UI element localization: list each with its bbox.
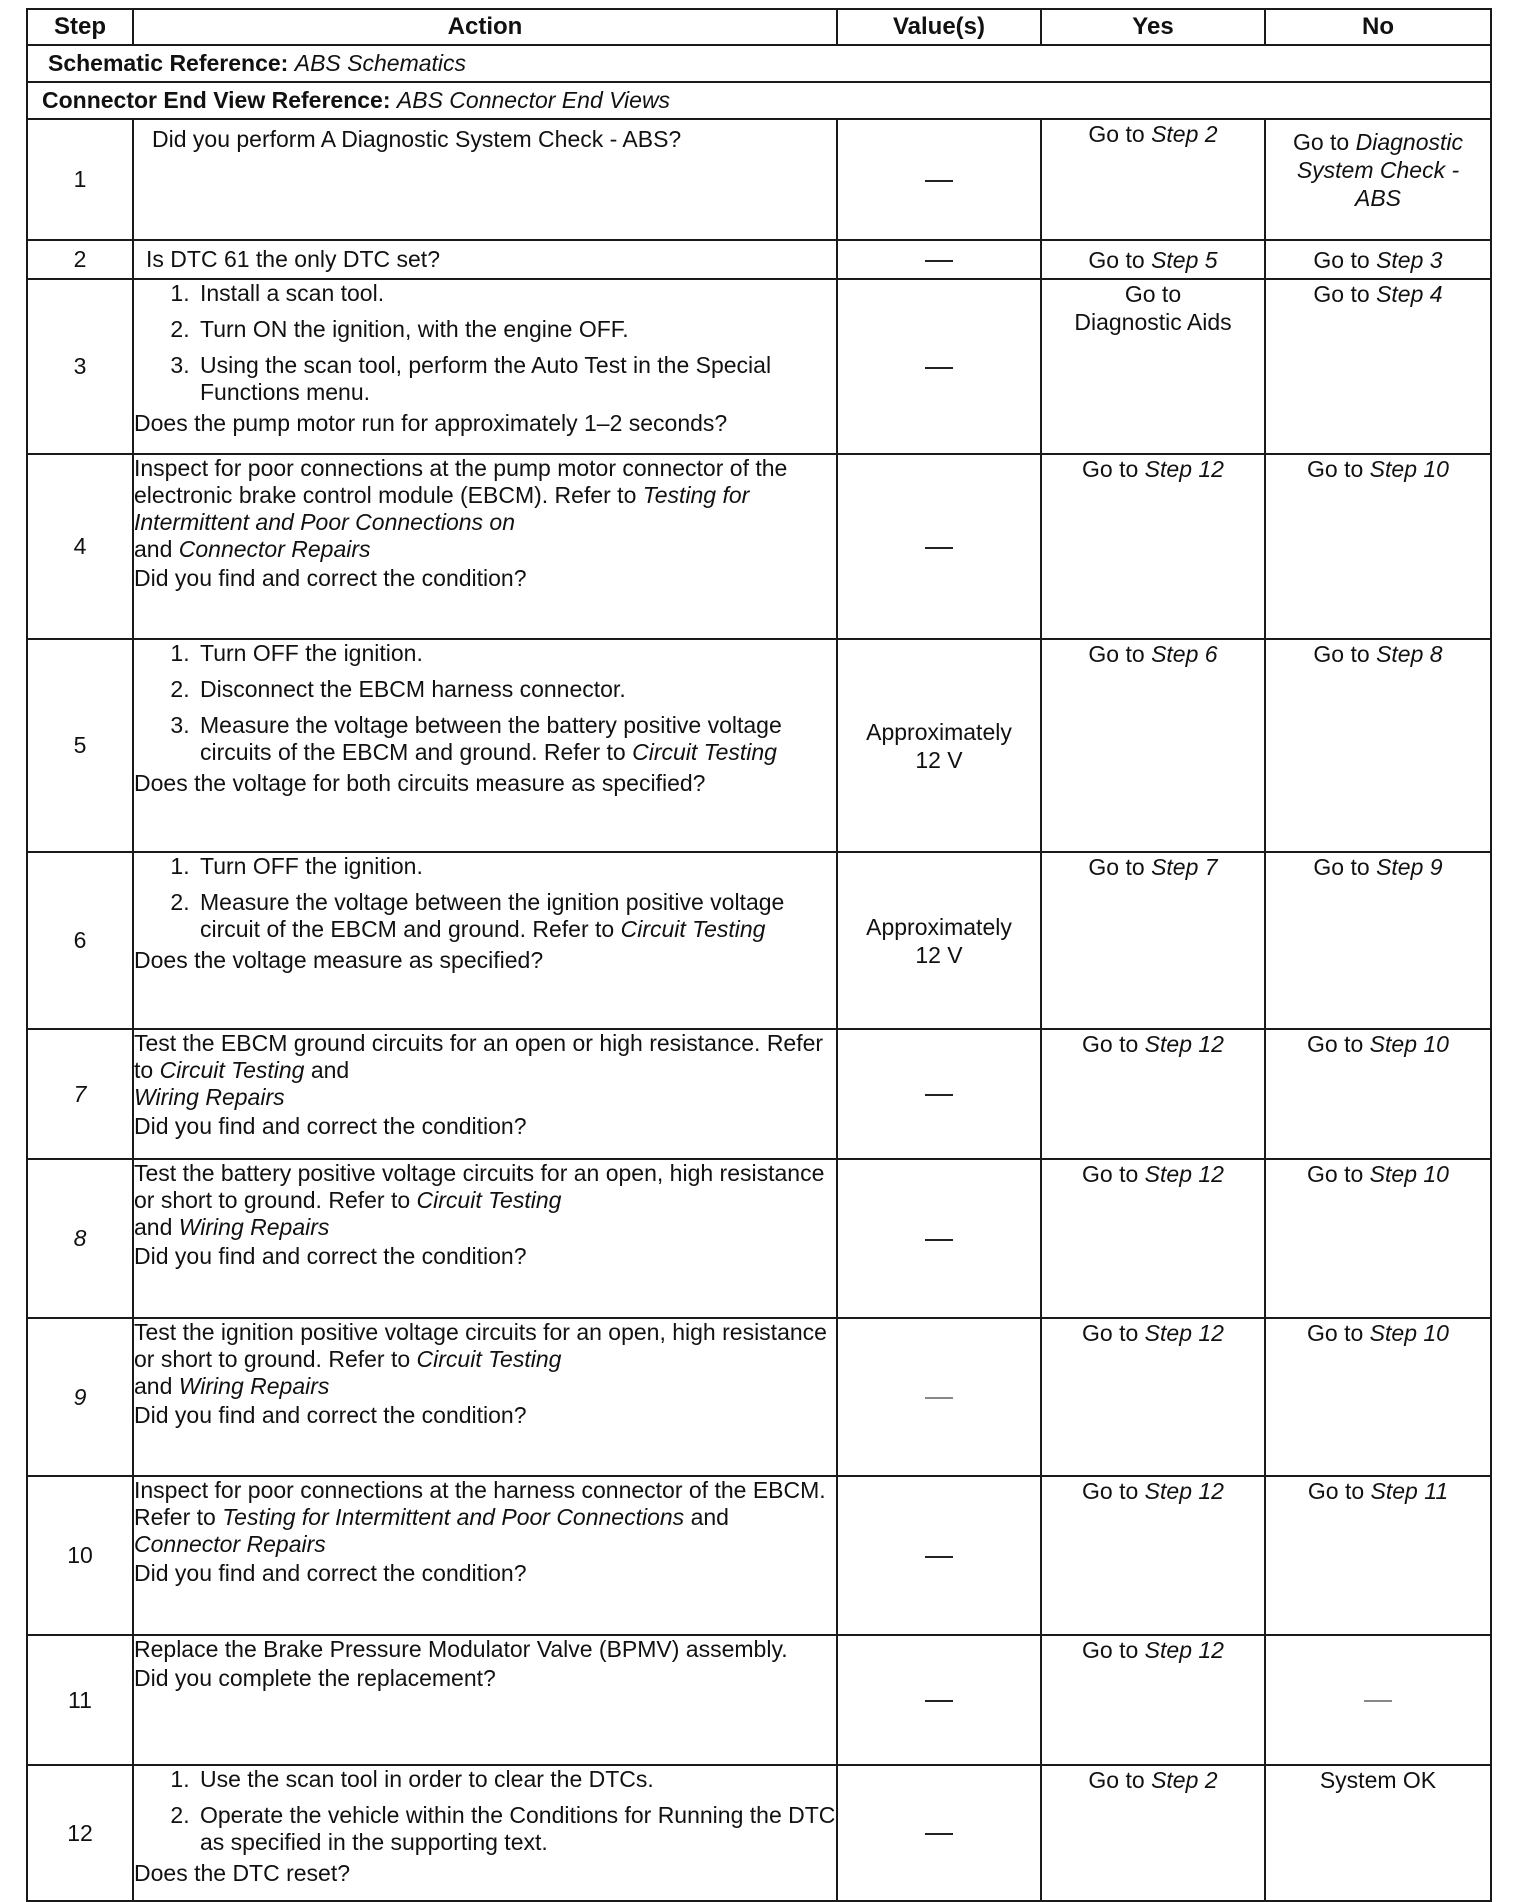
yes-link[interactable]: Step 5 [1151,246,1218,273]
reference-link[interactable]: Wiring Repairs [178,1373,330,1399]
step-number: 10 [27,1476,133,1635]
no-cell [1265,1029,1491,1159]
yes-cell [1041,279,1265,454]
list-item: 2. Disconnect the EBCM harness connector. [196,676,836,703]
value-cell [837,1029,1041,1159]
no-link[interactable]: Step 3 [1376,246,1443,273]
table-row [27,119,1491,240]
action-text-part: and [134,1214,173,1240]
dash-mark [925,1397,953,1399]
table-row [27,1159,1491,1318]
step-number: 2 [27,240,133,279]
no-cell [1265,1318,1491,1476]
yes-cell [1041,1635,1265,1765]
no-link[interactable]: Step 4 [1376,281,1443,307]
action-cell [133,639,837,852]
action-cell [133,1159,837,1318]
dash-mark [925,1094,953,1096]
dash-mark [925,1700,953,1702]
dash-mark [925,1556,953,1558]
goto-text: Go to [1313,246,1370,273]
yes-link[interactable]: Step 12 [1144,1320,1224,1346]
list-item: 2. Turn ON the ignition, with the engine OFF. [196,316,836,343]
action-question: Does the voltage for both circuits measure as specified? [134,770,706,796]
goto-text: Go to [1292,129,1350,155]
reference-link[interactable]: Connector Repairs [134,1531,326,1557]
step-number: 3 [27,279,133,454]
list-item: 1. Install a scan tool. [196,280,836,307]
action-question: Does the pump motor run for approximately 1–2 seconds? [134,410,728,436]
table-row [27,1765,1491,1901]
action-cell [133,1765,837,1901]
connector-reference-row [27,82,1491,119]
reference-link[interactable]: Circuit Testing [620,916,766,942]
table-row [27,852,1491,1029]
value-cell [837,1159,1041,1318]
goto-text: Go to [1082,1320,1139,1346]
reference-link[interactable]: Circuit Testing [416,1187,562,1213]
table-row [27,1029,1491,1159]
action-cell [133,279,837,454]
action-question: Is DTC 61 the only DTC set? [146,246,440,272]
action-text-part: Test the battery positive voltage circuits for an open, high resistance or short to ground. Refer to [134,1160,825,1213]
value-cell [837,852,1041,1029]
reference-link[interactable]: Wiring Repairs [134,1084,285,1110]
table-row [27,454,1491,639]
no-link[interactable]: Step 10 [1369,1161,1449,1187]
step-number: 12 [27,1765,133,1901]
list-item-text: Measure the voltage between the ignition positive voltage circuit of the EBCM and ground. Refer to [200,889,785,942]
header-yes: Yes [1041,9,1265,45]
step-number: 9 [27,1318,133,1476]
yes-cell [1041,240,1265,279]
yes-link[interactable]: Diagnostic Aids [1074,309,1232,335]
table-row [27,279,1491,454]
list-item: 1. Use the scan tool in order to clear the DTCs. [196,1766,836,1793]
goto-text: Go to [1082,1637,1139,1663]
no-link[interactable]: Diagnostic System Check - ABS [1296,129,1464,211]
dash-mark [925,367,953,369]
reference-link[interactable]: Circuit Testing [416,1346,562,1372]
table-row [27,1318,1491,1476]
action-list [134,853,836,945]
reference-link[interactable]: Connector Repairs [178,536,371,562]
goto-text: Go to [1088,641,1145,667]
diagnostic-table [26,8,1492,1902]
goto-text: Go to [1088,121,1145,147]
action-cell [133,1476,837,1635]
yes-cell [1041,1318,1265,1476]
no-cell [1265,454,1491,639]
value-cell [837,1765,1041,1901]
action-text-part: Test the ignition positive voltage circuits for an open, high resistance or short to ground. Refer to [134,1319,827,1372]
action-list [134,640,836,768]
goto-text: Go to [1313,854,1370,880]
schematic-reference-label: Schematic Reference: [48,50,289,76]
dash-mark [925,1239,953,1241]
goto-text: Go to [1307,1320,1364,1346]
yes-link[interactable]: Step 12 [1144,1478,1224,1504]
no-cell [1265,119,1491,240]
action-text-part: and [310,1057,350,1083]
action-text-part: and [134,1373,173,1399]
action-cell [133,454,837,639]
list-item [196,889,836,943]
no-cell [1265,240,1491,279]
step-number: 7 [27,1029,133,1159]
table-row [27,639,1491,852]
value-text: 12 V [915,746,963,773]
yes-cell [1041,852,1265,1029]
action-list [134,1766,836,1858]
reference-link[interactable]: Circuit Testing [632,739,777,765]
goto-text: Go to [1307,456,1364,482]
yes-link[interactable]: Step 12 [1144,1637,1224,1663]
schematic-reference-link[interactable]: ABS Schematics [294,50,467,76]
value-text: Approximately [866,913,1012,940]
action-question: Does the voltage measure as specified? [134,947,544,973]
action-question: Did you find and correct the condition? [134,1560,527,1586]
list-item: 2. Operate the vehicle within the Conditions for Running the DTC as specified in the supporting text. [196,1802,836,1856]
action-question: Did you find and correct the condition? [134,1402,527,1428]
value-cell [837,454,1041,639]
action-cell [133,1635,837,1765]
dash-mark [925,1833,953,1835]
step-number: 5 [27,639,133,852]
step-number: 8 [27,1159,133,1318]
action-cell [133,1029,837,1159]
value-text: Approximately [866,718,1012,745]
yes-cell [1041,1765,1265,1901]
yes-link[interactable]: Step 2 [1151,1767,1218,1793]
list-item: 3. Using the scan tool, perform the Auto Test in the Special Functions menu. [196,352,836,406]
no-cell [1265,1635,1491,1765]
table-row [27,240,1491,279]
goto-text: Go to [1082,456,1139,482]
reference-link[interactable]: Circuit Testing [159,1057,305,1083]
yes-link[interactable]: Step 6 [1151,641,1218,667]
action-text-part: and [134,536,173,562]
goto-text: Go to [1313,641,1370,667]
action-text-part: Test the EBCM ground circuits for an open or high resistance. Refer to [134,1030,824,1083]
action-text [134,1030,836,1111]
header-action: Action [133,9,837,45]
dash-mark [925,180,953,182]
no-cell [1265,639,1491,852]
value-text: 12 V [915,941,963,968]
yes-link[interactable]: Step 12 [1144,1161,1224,1187]
yes-cell [1041,119,1265,240]
action-text: Replace the Brake Pressure Modulator Valve (BPMV) assembly. [134,1636,788,1662]
list-item: 1. Turn OFF the ignition. [196,853,836,880]
no-cell [1265,1476,1491,1635]
schematic-reference-row [27,45,1491,82]
action-text-part: Inspect for poor connections at the harness connector of the EBCM. Refer to [134,1477,826,1530]
action-question: Did you perform A Diagnostic System Check - ABS? [152,126,682,152]
value-cell [837,119,1041,240]
value-cell [837,1476,1041,1635]
schematic-reference [27,45,1491,82]
list-item-text: Measure the voltage between the battery positive voltage circuits of the EBCM and ground. Refer to [200,712,782,765]
no-cell [1265,1159,1491,1318]
no-cell [1265,279,1491,454]
step-number: 11 [27,1635,133,1765]
action-cell [133,1318,837,1476]
yes-cell [1041,1159,1265,1318]
no-result: System OK [1319,1767,1437,1793]
action-question: Did you find and correct the condition? [134,565,527,591]
goto-text: Go to [1124,281,1182,307]
table-row [27,1635,1491,1765]
goto-text: Go to [1307,1161,1364,1187]
action-question: Did you find and correct the condition? [134,1113,527,1139]
reference-link[interactable]: Testing for Intermittent and Poor Connections [222,1504,685,1530]
table-row [27,1476,1491,1635]
header-step: Step [27,9,133,45]
value-cell [837,240,1041,279]
action-text [134,1477,836,1558]
no-cell [1265,1765,1491,1901]
reference-link[interactable]: Wiring Repairs [178,1214,330,1240]
goto-text: Go to [1082,1478,1139,1504]
connector-reference [27,82,1491,119]
yes-link[interactable]: Step 12 [1144,1031,1224,1057]
connector-reference-label: Connector End View Reference: [42,87,391,113]
value-cell [837,639,1041,852]
goto-text: Go to [1082,1161,1139,1187]
step-number: 4 [27,454,133,639]
no-link[interactable]: Step 11 [1370,1478,1449,1504]
goto-text: Go to [1088,854,1145,880]
no-link[interactable]: Step 9 [1376,854,1443,880]
action-question: Did you complete the replacement? [134,1665,496,1691]
goto-text: Go to [1307,1031,1364,1057]
value-cell [837,1635,1041,1765]
action-text [134,1319,836,1400]
action-cell [133,240,837,279]
action-question: Does the DTC reset? [134,1860,351,1886]
connector-reference-link[interactable]: ABS Connector End Views [396,87,671,113]
yes-cell [1041,1476,1265,1635]
yes-cell [1041,454,1265,639]
goto-text: Go to [1307,1478,1365,1504]
yes-link[interactable]: Step 12 [1144,456,1224,482]
action-text [134,455,836,563]
list-item: 1. Turn OFF the ignition. [196,640,836,667]
goto-text: Go to [1313,281,1370,307]
no-link[interactable]: Step 10 [1369,456,1449,482]
reference-link[interactable]: Testing for Intermittent and Poor Connections on [134,482,750,535]
yes-cell [1041,639,1265,852]
goto-text: Go to [1088,246,1145,273]
goto-text: Go to [1082,1031,1139,1057]
value-cell [837,1318,1041,1476]
step-number: 6 [27,852,133,1029]
no-link[interactable]: Step 10 [1369,1031,1449,1057]
no-link[interactable]: Step 10 [1369,1320,1449,1346]
step-number: 1 [27,119,133,240]
action-list [134,280,836,408]
header-values: Value(s) [837,9,1041,45]
action-cell [133,119,837,240]
yes-link[interactable]: Step 2 [1151,121,1218,147]
dash-mark [1364,1700,1392,1702]
yes-link[interactable]: Step 7 [1151,854,1218,880]
action-text-part: Inspect for poor connections at the pump motor connector of the electronic brake control module (EBCM). Refer to [134,455,788,508]
yes-cell [1041,1029,1265,1159]
value-cell [837,279,1041,454]
no-cell [1265,852,1491,1029]
action-cell [133,852,837,1029]
header-row [27,9,1491,45]
dash-mark [925,547,953,549]
dash-mark [925,260,953,262]
goto-text: Go to [1088,1767,1145,1793]
action-question: Did you find and correct the condition? [134,1243,527,1269]
no-link[interactable]: Step 8 [1376,641,1443,667]
header-no: No [1265,9,1491,45]
list-item [196,712,836,766]
action-text [134,1160,836,1241]
action-text-part: and [690,1504,729,1530]
